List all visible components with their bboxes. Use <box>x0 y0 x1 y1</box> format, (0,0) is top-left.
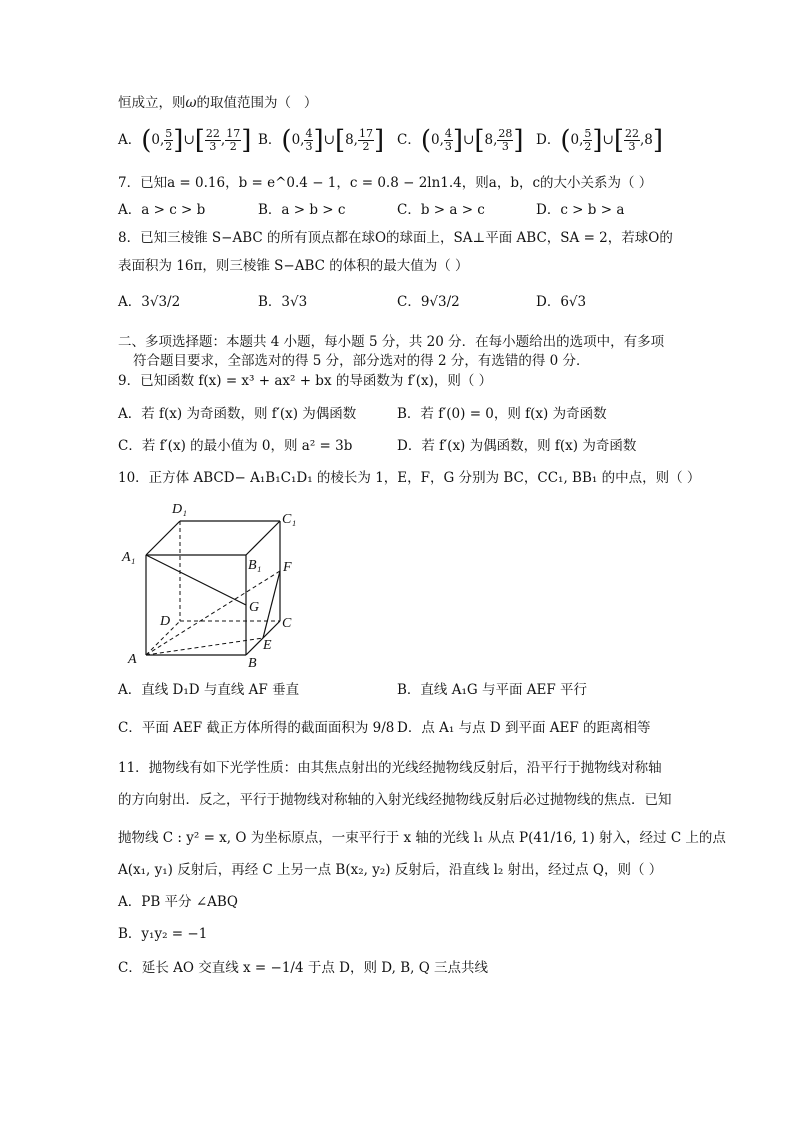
label-c: C <box>282 616 292 631</box>
q8-stem-line1: 8．已知三棱锥 S−ABC 的所有顶点都在球O的球面上，SA⊥平面 ABC，SA = 2，若球O的 <box>118 230 673 246</box>
q7-stem: 7．已知a = 0.16，b = e^0.4 − 1，c = 0.8 − 2ln1.4，则a，b，c的大小关系为（ ） <box>118 175 653 191</box>
q10-option-d: D．点 A₁ 与点 D 到平面 AEF 的距离相等 <box>397 720 651 736</box>
q6-option-d: D．(0, $\frac{5}{2}$ ]∪[ $\frac{22}{3}$ ,8] <box>536 125 664 156</box>
label-d: D <box>160 614 171 629</box>
label-c1: C₁ <box>282 512 297 527</box>
q9-option-d: D．若 f′(x) 为偶函数，则 f(x) 为奇函数 <box>397 438 637 454</box>
cube-figure <box>120 497 310 672</box>
q9-stem: 9．已知函数 f(x) = x³ + ax² + bx 的导函数为 f′(x)，则（ ） <box>118 373 493 389</box>
q11-option-c: C．延长 AO 交直线 x = −1/4 于点 D，则 D, B, Q 三点共线 <box>118 960 489 976</box>
label-d1: D₁ <box>172 502 187 517</box>
q7-option-c: C．b > a > c <box>397 202 485 218</box>
label-a: A <box>128 652 137 667</box>
q7-option-d: D．c > b > a <box>536 202 625 218</box>
q8-option-c: C．9√3/2 <box>397 294 460 310</box>
label-f: F <box>283 560 292 575</box>
q8-stem-line2: 表面积为 16π，则三棱锥 S−ABC 的体积的最大值为（ ） <box>118 258 469 274</box>
section2-line2: 符合题目要求，全部选对的得 5 分，部分选对的得 2 分，有选错的得 0 分． <box>133 353 590 369</box>
q11-line1: 11．抛物线有如下光学性质：由其焦点射出的光线经抛物线反射后，沿平行于抛物线对称轴 <box>118 760 662 776</box>
q10-option-b: B．直线 A₁G 与平面 AEF 平行 <box>397 682 588 698</box>
q6-option-a: A．(0, $\frac{5}{2}$ ]∪[ $\frac{22}{3}$ , $\frac{17}{2}$ ] <box>118 125 252 156</box>
label-b: B <box>248 656 257 671</box>
label-g: G <box>249 600 260 615</box>
q8-option-a: A．3√3/2 <box>118 294 181 310</box>
q6-option-b: B．(0, $\frac{4}{3}$ ]∪[8, $\frac{17}{2}$ ] <box>258 125 385 156</box>
intro-line: 恒成立，则ω的取值范围为（ ） <box>118 95 318 111</box>
q11-line3: 抛物线 C : y² = x, O 为坐标原点，一束平行于 x 轴的光线 l₁ 从点 P(41/16, 1) 射入，经过 C 上的点 <box>118 830 726 846</box>
q6-option-c: C．(0, $\frac{4}{3}$ ]∪[8, $\frac{28}{3}$ ] <box>397 125 524 156</box>
label-a1: A₁ <box>122 550 136 565</box>
q11-line4: A(x₁, y₁) 反射后，再经 C 上另一点 B(x₂, y₂) 反射后，沿直线 l₂ 射出，经过点 Q，则（ ） <box>118 862 663 878</box>
q7-option-b: B．a > b > c <box>258 202 346 218</box>
section2-line1: 二、多项选择题：本题共 4 小题，每小题 5 分，共 20 分．在每小题给出的选项中，有多项 <box>118 334 665 350</box>
q9-option-b: B．若 f′(0) = 0，则 f(x) 为奇函数 <box>397 406 607 422</box>
label-b1: B₁ <box>248 558 262 573</box>
label-e: E <box>263 638 272 653</box>
q9-option-a: A．若 f(x) 为奇函数，则 f′(x) 为偶函数 <box>118 406 357 422</box>
q11-option-b: B．y₁y₂ = −1 <box>118 926 208 942</box>
q8-option-b: B．3√3 <box>258 294 308 310</box>
q9-option-c: C．若 f′(x) 的最小值为 0，则 a² = 3b <box>118 438 353 454</box>
q10-option-a: A．直线 D₁D 与直线 AF 垂直 <box>118 682 300 698</box>
q10-option-c: C．平面 AEF 截正方体所得的截面面积为 9/8 <box>118 720 395 736</box>
q8-option-d: D．6√3 <box>536 294 587 310</box>
q10-stem: 10．正方体 ABCD− A₁B₁C₁D₁ 的棱长为 1，E，F，G 分别为 BC，CC₁, BB₁ 的中点，则（ ） <box>118 470 701 486</box>
q11-line2: 的方向射出．反之，平行于抛物线对称轴的入射光线经抛物线反射后必过抛物线的焦点．已知 <box>118 792 672 808</box>
q7-option-a: A．a > c > b <box>118 202 206 218</box>
q11-option-a: A．PB 平分 ∠ABQ <box>118 894 238 910</box>
